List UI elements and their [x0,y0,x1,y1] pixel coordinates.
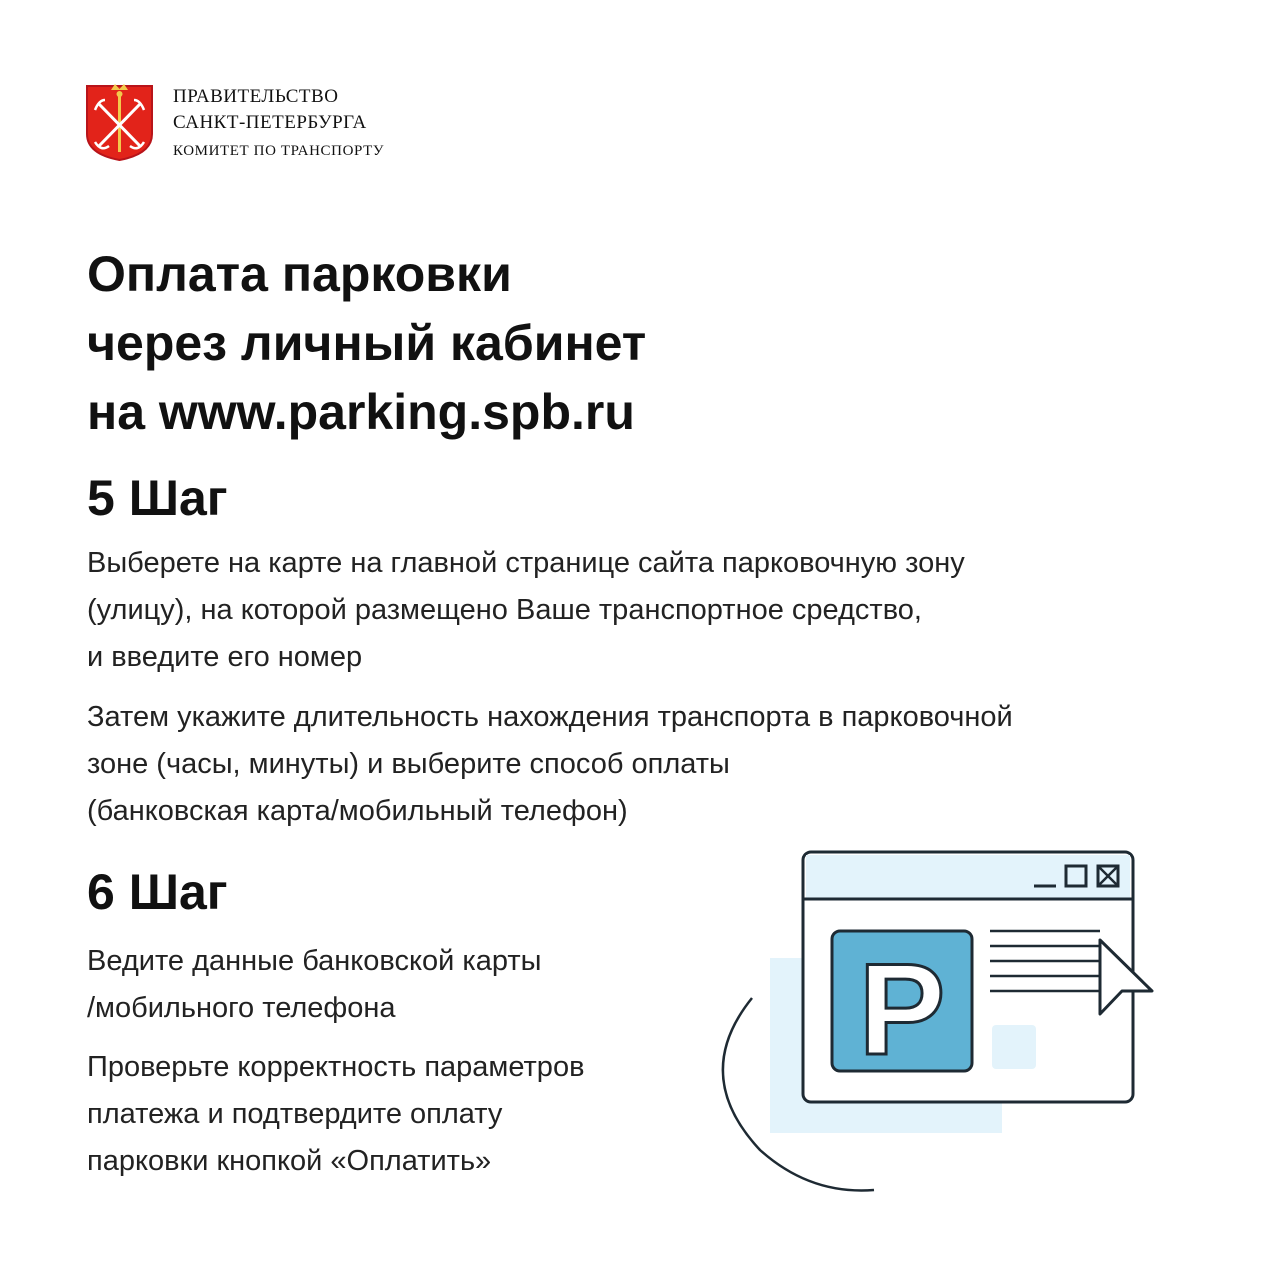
step5-paragraph1-line: Выберете на карте на главной странице сайта парковочную зону [87,547,965,579]
step6-paragraph1-line: Ведите данные банковской карты [87,945,542,977]
step6-paragraph2-line: Проверьте корректность параметров [87,1051,585,1083]
parking-letter: P [858,936,946,1082]
step6-paragraph2 [87,1044,584,1185]
spb-coat-of-arms-icon [85,84,154,162]
step6-paragraph1-line: /мобильного телефона [87,992,396,1024]
org-subtitle: КОМИТЕТ ПО ТРАНСПОРТУ [173,143,385,159]
parking-browser-window-icon [715,840,1175,1200]
org-name-line2: САНКТ-ПЕТЕРБУРГА [173,112,367,133]
header [85,84,384,162]
browser-titlebar [806,855,1130,899]
org-name-line1: ПРАВИТЕЛЬСТВО [173,86,339,107]
step5-paragraph2-line: (банковская карта/мобильный телефон) [87,795,628,827]
step6-paragraph2-line: парковки кнопкой «Оплатить» [87,1145,492,1177]
page-title-line2: через личный кабинет [87,315,647,371]
step5-heading: 5 Шаг [87,470,228,526]
page-title [87,240,646,447]
page-title-line1: Оплата парковки [87,246,512,302]
step5-paragraph2-line: зоне (часы, минуты) и выберите способ оплаты [87,748,730,780]
step5-paragraph1-line: и введите его номер [87,641,363,673]
step5-paragraph1 [87,540,965,681]
step5-paragraph2 [87,694,1013,835]
step5-paragraph2-line: Затем укажите длительность нахождения транспорта в парковочной [87,701,1013,733]
step6-paragraph2-line: платежа и подтвердите оплату [87,1098,503,1130]
step6-paragraph1 [87,938,541,1032]
small-panel [992,1025,1036,1069]
page-title-line3: на www.parking.spb.ru [87,384,635,440]
step5-paragraph1-line: (улицу), на которой размещено Ваше транспортное средство, [87,594,922,626]
step6-heading: 6 Шаг [87,864,228,920]
org-name [173,84,384,162]
